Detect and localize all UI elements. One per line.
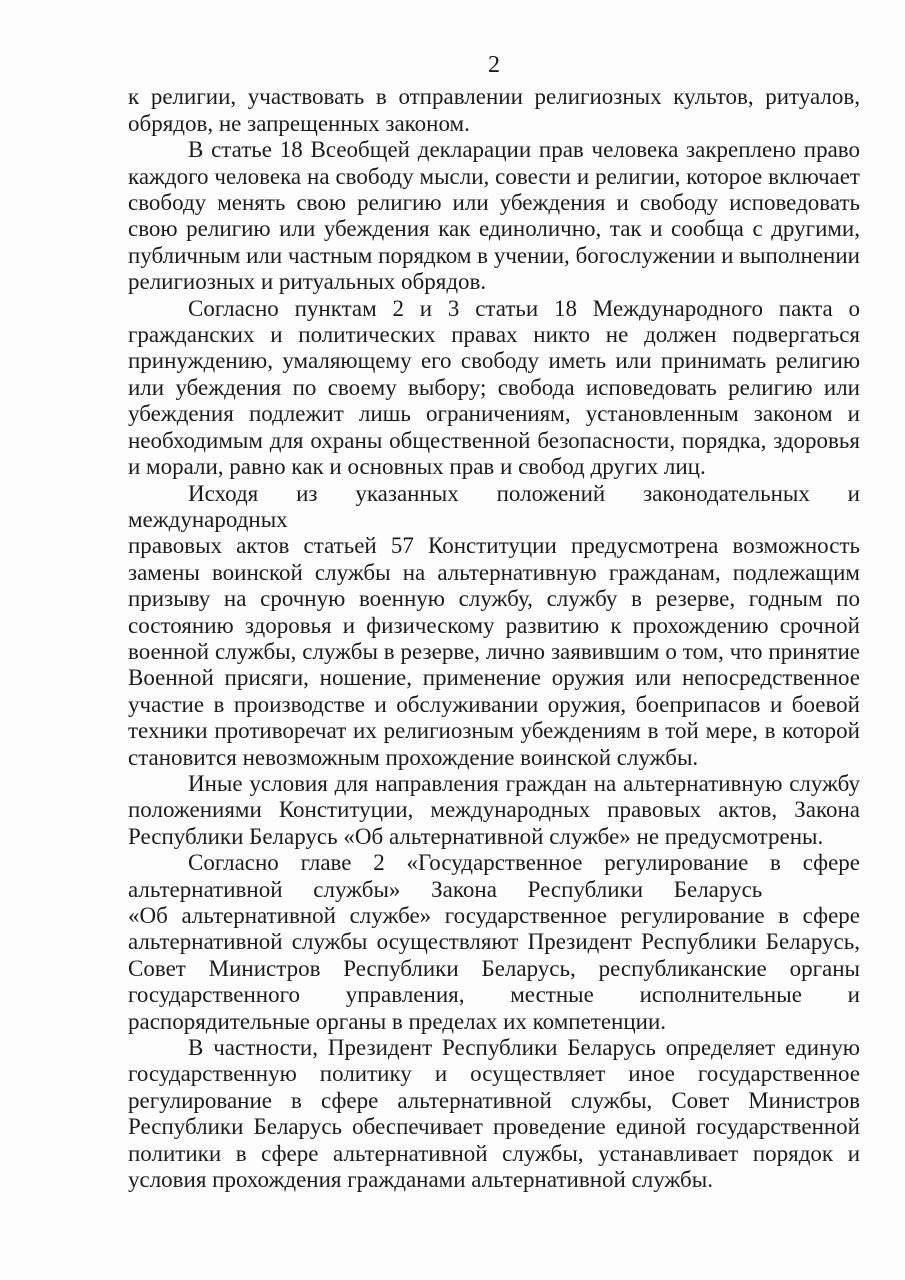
text-line: военной службы, службы в резерве, лично заявившим о том, что принятие bbox=[128, 638, 860, 664]
text-line: свою религию или убеждения как единолично, так и сообща с другими, bbox=[128, 216, 860, 242]
text-line: замены воинской службы на альтернативную гражданам, подлежащим bbox=[128, 559, 860, 585]
text-line: гражданских и политических правах никто не должен подвергаться bbox=[128, 322, 860, 348]
text-line: призыву на срочную военную службу, службу в резерве, годным по bbox=[128, 586, 860, 612]
page-content bbox=[128, 52, 860, 1193]
page-number: 2 bbox=[488, 52, 500, 78]
text-line: Исходя из указанных положений законодательных и международных bbox=[128, 480, 860, 532]
text-line: условия прохождения гражданами альтернативной службы. bbox=[128, 1167, 713, 1193]
text-line: состоянию здоровья и физическому развитию к прохождению срочной bbox=[128, 612, 860, 638]
text-line: В частности, Президент Республики Беларусь определяет единую bbox=[188, 1035, 860, 1061]
text-line: государственного управления, местные исполнительные и bbox=[128, 982, 860, 1008]
text-line: к религии, участвовать в отправлении религиозных культов, ритуалов, bbox=[128, 84, 860, 110]
text-line: техники противоречат их религиозным убеждениям в той мере, в которой bbox=[128, 718, 860, 744]
text-line: принуждению, умаляющему его свободу иметь или принимать религию bbox=[128, 348, 860, 374]
text-line: убеждения подлежит лишь ограничениям, установленным законом и bbox=[128, 401, 860, 427]
text-line: государственную политику и осуществляет иное государственное bbox=[128, 1061, 860, 1087]
text-line: альтернативной службы осуществляют Президент Республики Беларусь, bbox=[128, 929, 860, 955]
text-line: Совет Министров Республики Беларусь, республиканские органы bbox=[128, 955, 860, 981]
text-line: В статье 18 Всеобщей декларации прав человека закреплено право bbox=[188, 137, 860, 163]
text-line: Военной присяги, ношение, применение оружия или непосредственное bbox=[128, 665, 860, 691]
text-line: необходимым для охраны общественной безопасности, порядка, здоровья bbox=[128, 427, 860, 453]
text-line: политики в сфере альтернативной службы, устанавливает порядок и bbox=[128, 1140, 860, 1166]
text-line: Согласно пунктам 2 и 3 статьи 18 Международного пакта о bbox=[188, 295, 860, 321]
text-line: Республики Беларусь обеспечивает проведение единой государственной bbox=[128, 1114, 860, 1140]
text-line: обрядов, не запрещенных законом. bbox=[128, 110, 470, 136]
text-line: религиозных и ритуальных обрядов. bbox=[128, 269, 487, 295]
text-line: Республики Беларусь «Об альтернативной службе» не предусмотрены. bbox=[128, 823, 824, 849]
text-line: «Об альтернативной службе» государственное регулирование в сфере bbox=[128, 903, 860, 928]
text-line: или убеждения по своему выбору; свобода исповедовать религию или bbox=[128, 374, 860, 400]
text-line: регулирование в сфере альтернативной службы, Совет Министров bbox=[128, 1087, 860, 1113]
text-line: альтернативной службы» Закона Республики Беларусь bbox=[128, 876, 763, 902]
text-line: участие в производстве и обслуживании оружия, боеприпасов и боевой bbox=[128, 691, 860, 717]
document-body bbox=[128, 84, 860, 1193]
text-line: Иные условия для направления граждан на альтернативную службу bbox=[188, 770, 860, 796]
text-line: свободу менять свою религию или убеждения и свободу исповедовать bbox=[128, 190, 860, 216]
text-line: положениями Конституции, международных правовых актов, Закона bbox=[128, 797, 860, 823]
text-line: правовых актов статьей 57 Конституции предусмотрена возможность bbox=[128, 533, 860, 559]
text-line: публичным или частным порядком в учении, богослужении и выполнении bbox=[128, 242, 860, 268]
text-line: и морали, равно как и основных прав и свобод других лиц. bbox=[128, 454, 706, 480]
text-line: распорядительные органы в пределах их компетенции. bbox=[128, 1008, 667, 1034]
text-line: становится невозможным прохождение воинской службы. bbox=[128, 744, 699, 770]
text-line: каждого человека на свободу мысли, совести и религии, которое включает bbox=[128, 163, 860, 189]
text-line: Согласно главе 2 «Государственное регулирование в сфере bbox=[188, 850, 860, 876]
